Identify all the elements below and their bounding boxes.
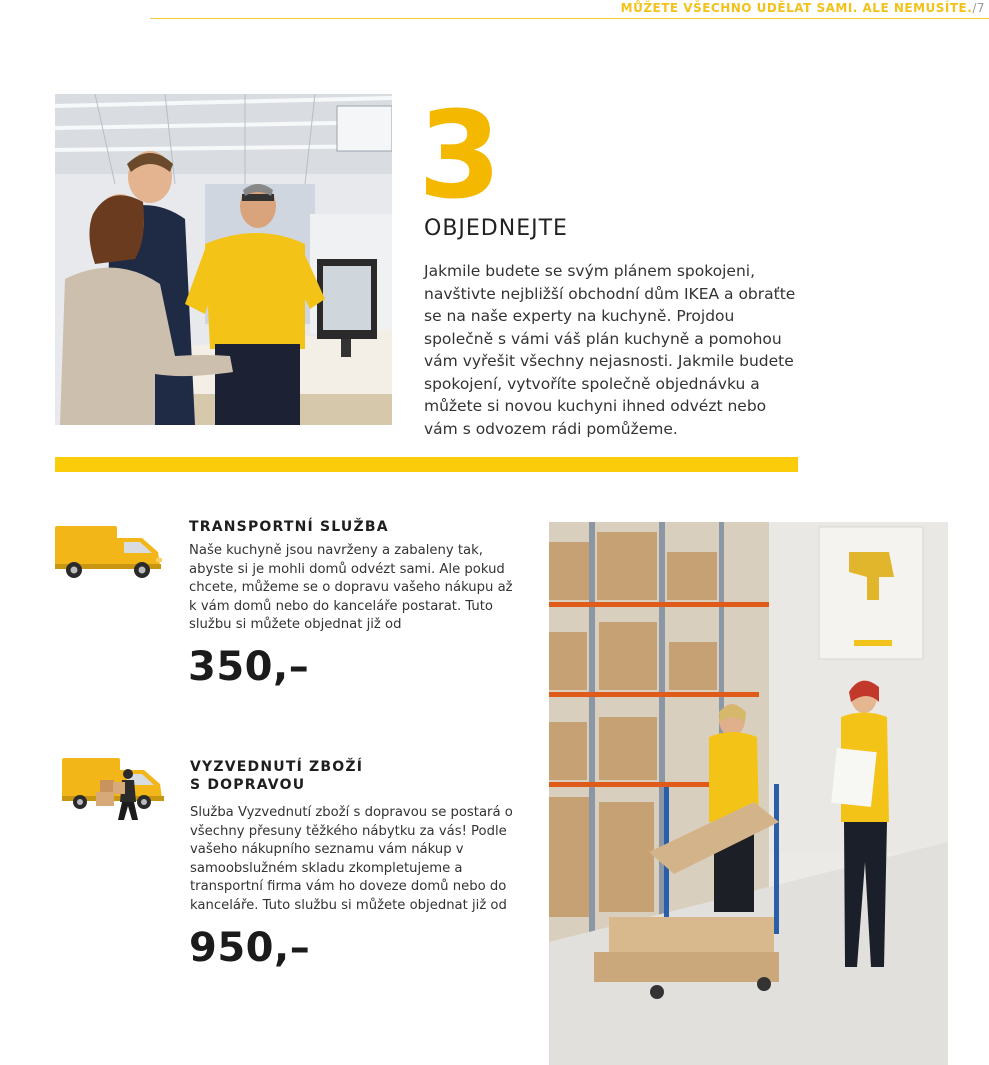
service-price-transport: 350,–: [188, 644, 310, 690]
service-title-line: S DOPRAVOU: [190, 777, 306, 793]
delivery-truck-icon: [54, 520, 164, 582]
page-number: 7: [976, 1, 985, 15]
header-rule: [150, 18, 989, 19]
header-title: MŮŽETE VŠECHNO UDĚLAT SAMI. ALE NEMUSÍTE.: [620, 1, 973, 15]
photo-kitchen-planning-consultation: [55, 94, 392, 425]
step-number: 3: [418, 87, 502, 226]
running-header: [621, 1, 985, 15]
photo-warehouse-staff-trolley: [549, 522, 948, 1065]
service-title-line: TRANSPORTNÍ SLUŽBA: [189, 519, 389, 535]
section-divider-bar: [55, 457, 798, 472]
service-title-line: VYZVEDNUTÍ ZBOŽÍ: [190, 759, 364, 775]
truck-with-mover-icon: [58, 754, 168, 824]
service-title-transport: [189, 518, 389, 536]
header-separator: /: [972, 1, 977, 15]
service-price-pickup: 950,–: [189, 925, 311, 971]
service-body-pickup: Služba Vyzvednutí zboží s dopravou se postará o všechny přesuny těžkého nábytku za vás! Podle vašeho nákupního seznamu vám nákup v samoobslužném skladu zkompletujeme a transportní firma vám ho doveze domů nebo do kanceláře. Tuto službu si můžete objednat již od: [190, 805, 513, 913]
step-body: Jakmile budete se svým plánem spokojeni, navštivte nejbližší obchodní dům IKEA a obraťte se na naše experty na kuchyně. Projdou společně s vámi váš plán kuchyně a pomohou vám vyřešit všechny nejasnosti. Jakmile budete spokojení, vytvoříte společně objednávku a můžete si novou kuchyni ihned odvézt nebo vám s odvozem rádi pomůžeme.: [424, 262, 796, 438]
service-body-transport: Naše kuchyně jsou navrženy a zabaleny tak, abyste si je mohli domů odvézt sami. Ale pokud chcete, můžeme se o dopravu vašeho nákupu až k vám domů nebo do kanceláře postarat. Tuto službu si můžete objednat již od: [189, 543, 513, 633]
service-title-pickup: [190, 758, 363, 794]
step-title: OBJEDNEJTE: [424, 216, 568, 241]
